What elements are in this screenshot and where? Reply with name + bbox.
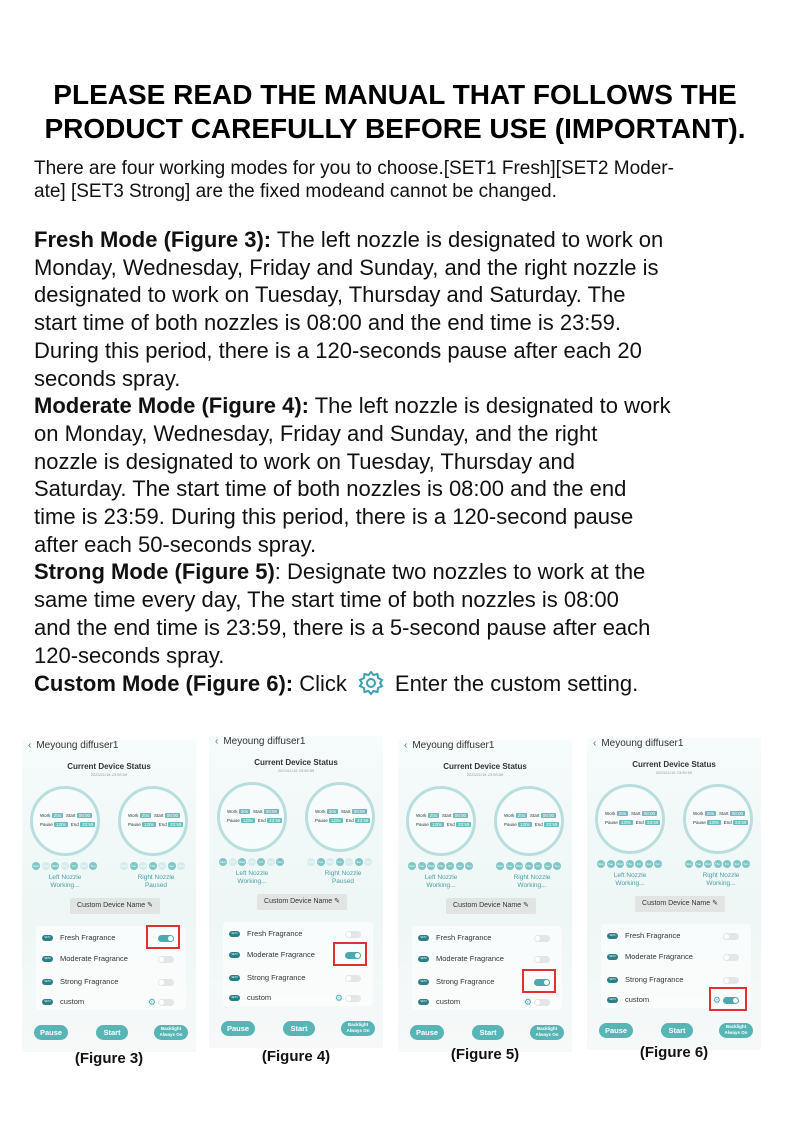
mode-row: [601, 990, 751, 1010]
day-chip[interactable]: Wed: [326, 860, 334, 864]
day-chip[interactable]: Mon: [409, 864, 415, 868]
set-badge: SET3: [418, 979, 429, 985]
back-chevron-icon[interactable]: ‹: [404, 740, 408, 751]
day-chip[interactable]: Sat: [734, 862, 739, 866]
custom-device-name-button[interactable]: Custom Device Name ✎: [70, 898, 160, 914]
highlight-box: [333, 942, 367, 966]
status-title: Current Device Status: [632, 760, 716, 769]
day-chip[interactable]: Mon: [121, 864, 127, 868]
day-chip[interactable]: Wed: [515, 864, 523, 868]
day-chip[interactable]: Tue: [695, 862, 702, 866]
day-chip[interactable]: Sat: [545, 864, 550, 868]
control-buttons: [22, 1025, 196, 1041]
set-badge: SET2: [42, 956, 53, 962]
mode-toggle[interactable]: [345, 931, 361, 938]
left-day-selector: [597, 860, 664, 868]
day-chip[interactable]: Wed: [427, 864, 435, 868]
right-nozzle-ring: Work 20s Start 08:00 Pause 120s End 23:59: [305, 782, 375, 852]
set-badge: SET1: [607, 933, 618, 939]
highlight-box: [146, 925, 180, 949]
day-chip[interactable]: Mon: [497, 864, 503, 868]
left-nozzle-ring: Work 20s Start 08:00 Pause 120s End 23:59: [406, 786, 476, 856]
left-nozzle-status: Left Nozzle Working...: [235, 870, 269, 885]
day-chip[interactable]: Wed: [139, 864, 147, 868]
day-chip[interactable]: Fri: [158, 862, 166, 870]
set-badge: SET4: [42, 999, 53, 1005]
set-badge: SET4: [418, 999, 429, 1005]
moderate-mode-line-5: time is 23:59. During this period, there is a 120-second pause: [34, 504, 634, 530]
fresh-mode-line-6: seconds spray.: [34, 365, 181, 391]
mode-toggle[interactable]: [723, 933, 739, 940]
day-chip[interactable]: Sun: [90, 864, 96, 868]
mode-label: Fresh Fragrance: [60, 933, 116, 942]
left-nozzle-status: Left Nozzle Working...: [613, 872, 647, 887]
strong-mode-line-2: same time every day, The start time of both nozzles is 08:00: [34, 587, 619, 613]
mode-toggle[interactable]: [345, 975, 361, 982]
left-nozzle-status: Left Nozzle Working...: [424, 874, 458, 889]
fresh-mode-title: Fresh Mode (Figure 3):: [34, 227, 272, 252]
day-chip[interactable]: Tue: [229, 860, 236, 864]
day-chip[interactable]: Wed: [704, 862, 712, 866]
custom-mode-title: Custom Mode (Figure 6):: [34, 671, 294, 697]
right-nozzle-status: Right Nozzle Paused: [324, 870, 362, 885]
mode-row: [223, 945, 373, 965]
edit-icon: ✎: [147, 902, 153, 909]
day-chip[interactable]: Wed: [616, 862, 624, 866]
heading-line-1: PLEASE READ THE MANUAL THAT FOLLOWS THE: [53, 79, 737, 110]
start-button[interactable]: Start: [283, 1021, 315, 1036]
settings-gear-icon[interactable]: ⚙: [147, 997, 156, 1007]
device-title: Meyoung diffuser1: [36, 740, 119, 751]
right-nozzle-ring: Work 20s Start 08:00 Pause 120s End 23:59: [118, 786, 188, 856]
right-day-selector: [120, 862, 187, 870]
mode-toggle[interactable]: [723, 954, 739, 961]
fresh-mode-line-3: designated to work on Tuesday, Thursday and Saturday. The: [34, 282, 626, 308]
app-header: [215, 736, 305, 747]
status-timestamp: 2023/11/15 23:59:59: [655, 770, 693, 775]
figure-caption: (Figure 4): [261, 1048, 331, 1065]
highlight-box: [709, 987, 747, 1011]
mode-toggle[interactable]: [534, 956, 550, 963]
right-day-selector: [496, 862, 563, 870]
back-chevron-icon[interactable]: ‹: [593, 738, 597, 749]
mode-label: custom: [625, 995, 650, 1004]
mode-row: [36, 928, 186, 948]
day-chip[interactable]: Mon: [220, 860, 226, 864]
day-chip[interactable]: Thu: [437, 864, 444, 868]
left-nozzle-ring: Work 20s Start 08:00 Pause 120s End 23:59: [217, 782, 287, 852]
app-header: [404, 740, 494, 751]
day-chip[interactable]: Sun: [365, 860, 371, 864]
mode-row: [223, 968, 373, 988]
day-chip[interactable]: Thu: [714, 862, 721, 866]
settings-gear-icon[interactable]: ⚙: [334, 993, 343, 1003]
mode-toggle[interactable]: [534, 935, 550, 942]
device-title: Meyoung diffuser1: [412, 740, 495, 751]
highlight-box: [522, 969, 556, 993]
day-chip[interactable]: Tue: [317, 860, 324, 864]
day-chip[interactable]: Mon: [598, 862, 604, 866]
pause-button[interactable]: Pause: [599, 1023, 633, 1038]
day-chip[interactable]: Thu: [626, 862, 633, 866]
mode-descriptions: [34, 226, 774, 698]
mode-toggle[interactable]: [723, 977, 739, 984]
app-screenshot-6: [587, 738, 761, 1050]
right-nozzle-ring: Work 20s Start 08:00 Pause 120s End 23:59: [683, 784, 753, 854]
fresh-mode-line-2: Monday, Wednesday, Friday and Sunday, and the right nozzle is: [34, 254, 659, 280]
backlight-button[interactable]: Backlight Always On: [154, 1025, 188, 1040]
app-screenshot-5: [398, 740, 572, 1052]
status-timestamp: 2023/11/15 23:59:59: [277, 768, 315, 773]
mode-toggle[interactable]: [158, 999, 174, 1006]
day-chip[interactable]: Thu: [61, 864, 68, 868]
moderate-mode-line-4: Saturday. The start time of both nozzles is 08:00 and the end: [34, 476, 627, 502]
start-button[interactable]: Start: [96, 1025, 128, 1040]
day-chip[interactable]: Fri: [345, 858, 353, 866]
day-chip[interactable]: Sun: [655, 862, 661, 866]
day-chip[interactable]: Tue: [607, 862, 614, 866]
settings-gear-icon[interactable]: ⚙: [523, 997, 532, 1007]
app-screenshot-4: [209, 736, 383, 1048]
mode-row: [601, 926, 751, 946]
day-chip[interactable]: Fri: [446, 862, 454, 870]
day-chip[interactable]: Fri: [257, 858, 265, 866]
moderate-mode-line-2: on Monday, Wednesday, Friday and Sunday, and the right: [34, 420, 598, 446]
right-day-selector: [685, 860, 752, 868]
mode-list: [223, 922, 373, 1006]
set-badge: SET3: [229, 975, 240, 981]
moderate-mode-line-3: nozzle is designated to work on Tuesday, Thursday and: [34, 448, 575, 474]
fresh-mode-line-4: start time of both nozzles is 08:00 and the end time is 23:59.: [34, 310, 622, 336]
day-chip[interactable]: Sun: [466, 864, 472, 868]
mode-row: [223, 988, 373, 1008]
day-chip[interactable]: Mon: [686, 862, 692, 866]
right-nozzle-status: Right Nozzle Working...: [513, 874, 551, 889]
day-chip[interactable]: Mon: [33, 864, 39, 868]
day-chip[interactable]: Wed: [238, 860, 246, 864]
edit-icon: ✎: [523, 902, 529, 909]
figure-caption: (Figure 5): [450, 1046, 520, 1063]
day-chip[interactable]: Thu: [336, 860, 343, 864]
set-badge: SET4: [607, 997, 618, 1003]
mode-toggle[interactable]: [345, 995, 361, 1002]
day-chip[interactable]: Tue: [418, 864, 425, 868]
mode-list: [412, 926, 562, 1010]
left-day-selector: [32, 862, 99, 870]
day-chip[interactable]: Wed: [51, 864, 59, 868]
figure-caption: (Figure 6): [639, 1044, 709, 1061]
day-chip[interactable]: Sat: [81, 864, 86, 868]
settings-gear-icon[interactable]: ⚙: [712, 995, 721, 1005]
day-chip[interactable]: Thu: [525, 864, 532, 868]
figure-caption: (Figure 3): [74, 1050, 144, 1067]
strong-mode-line-1: Strong Mode (Figure 5): Designate two nozzles to work at the: [34, 559, 646, 585]
app-header: [28, 740, 118, 751]
pause-button[interactable]: Pause: [221, 1021, 255, 1036]
backlight-button[interactable]: Backlight Always On: [341, 1021, 375, 1036]
status-title: Current Device Status: [443, 762, 527, 771]
right-nozzle-status: Right Nozzle Paused: [137, 874, 175, 889]
mode-label: Moderate Fragrance: [60, 954, 128, 963]
day-chip[interactable]: Sun: [277, 860, 283, 864]
moderate-mode-line-6: after each 50-seconds spray.: [34, 531, 317, 557]
mode-row: [36, 972, 186, 992]
edit-icon: ✎: [334, 898, 340, 905]
set-badge: SET3: [607, 977, 618, 983]
left-day-selector: [408, 862, 475, 870]
right-nozzle-status: Right Nozzle Working...: [702, 872, 740, 887]
gear-icon: [357, 669, 385, 697]
control-buttons: [587, 1023, 761, 1039]
pause-button[interactable]: Pause: [410, 1025, 444, 1040]
mode-toggle[interactable]: [158, 979, 174, 986]
mode-label: Moderate Fragrance: [625, 952, 693, 961]
start-button[interactable]: Start: [661, 1023, 693, 1038]
status-timestamp: 2023/11/15 23:59:59: [466, 772, 504, 777]
moderate-mode-title: Moderate Mode (Figure 4):: [34, 393, 310, 419]
edit-icon: ✎: [712, 900, 718, 907]
mode-row: [412, 928, 562, 948]
intro-line-1: There are four working modes for you to choose.[SET1 Fresh][SET2 Moder-: [34, 158, 674, 179]
mode-row: [412, 949, 562, 969]
control-buttons: [398, 1025, 572, 1041]
pause-button[interactable]: Pause: [34, 1025, 68, 1040]
mode-row: [36, 949, 186, 969]
fresh-mode-line-1: Fresh Mode (Figure 3): The left nozzle is designated to work on: [34, 227, 664, 252]
intro-text: [34, 157, 674, 203]
day-chip[interactable]: Sun: [178, 864, 184, 868]
strong-mode-line-4: 120-seconds spray.: [34, 642, 225, 668]
mode-label: Strong Fragrance: [436, 977, 495, 986]
mode-toggle[interactable]: [534, 999, 550, 1006]
mode-label: Fresh Fragrance: [247, 929, 303, 938]
left-nozzle-ring: Work 20s Start 08:00 Pause 120s End 23:59: [30, 786, 100, 856]
back-chevron-icon[interactable]: ‹: [215, 736, 219, 747]
mode-label: Strong Fragrance: [625, 975, 684, 984]
status-title: Current Device Status: [67, 762, 151, 771]
day-chip[interactable]: Sat: [268, 860, 273, 864]
mode-toggle[interactable]: [158, 956, 174, 963]
intro-line-2: ate] [SET3 Strong] are the fixed modeand cannot be changed.: [34, 181, 557, 202]
custom-mode-line: Custom Mode (Figure 6): Click Enter the custom setting.: [34, 671, 639, 697]
start-button[interactable]: Start: [472, 1025, 504, 1040]
right-day-selector: [307, 858, 374, 866]
set-badge: SET1: [418, 935, 429, 941]
day-chip[interactable]: Mon: [308, 860, 314, 864]
mode-row: [412, 992, 562, 1012]
status-title: Current Device Status: [254, 758, 338, 767]
set-badge: SET4: [229, 995, 240, 1001]
mode-list: [36, 926, 186, 1010]
manual-heading: [20, 78, 770, 146]
back-chevron-icon[interactable]: ‹: [28, 740, 32, 751]
day-chip[interactable]: Sun: [743, 862, 749, 866]
left-nozzle-status: Left Nozzle Working...: [48, 874, 82, 889]
control-buttons: [209, 1021, 383, 1037]
device-title: Meyoung diffuser1: [601, 738, 684, 749]
right-nozzle-ring: Work 20s Start 08:00 Pause 120s End 23:59: [494, 786, 564, 856]
mode-label: Strong Fragrance: [60, 977, 119, 986]
set-badge: SET2: [229, 952, 240, 958]
app-screenshot-3: [22, 740, 196, 1052]
day-chip[interactable]: Tue: [130, 864, 137, 868]
mode-label: Moderate Fragrance: [247, 950, 315, 959]
set-badge: SET2: [607, 954, 618, 960]
set-badge: SET1: [229, 931, 240, 937]
fresh-mode-line-5: During this period, there is a 120-seconds pause after each 20: [34, 337, 642, 363]
mode-row: [36, 992, 186, 1012]
day-chip[interactable]: Sun: [554, 864, 560, 868]
mode-label: Strong Fragrance: [247, 973, 306, 982]
heading-line-2: PRODUCT CAREFULLY BEFORE USE (IMPORTANT).: [44, 113, 746, 144]
day-chip[interactable]: Thu: [149, 864, 156, 868]
set-badge: SET2: [418, 956, 429, 962]
day-chip[interactable]: Sat: [169, 864, 174, 868]
strong-mode-line-3: and the end time is 23:59, there is a 5-second pause after each: [34, 614, 651, 640]
mode-row: [412, 972, 562, 992]
day-chip[interactable]: Fri: [534, 862, 542, 870]
custom-device-name-button[interactable]: Custom Device Name ✎: [446, 898, 536, 914]
moderate-mode-line-1: Moderate Mode (Figure 4): The left nozzle is designated to work: [34, 393, 671, 419]
app-header: [593, 738, 683, 749]
mode-label: Moderate Fragrance: [436, 954, 504, 963]
backlight-button[interactable]: Backlight Always On: [719, 1023, 753, 1038]
day-chip[interactable]: Tue: [506, 864, 513, 868]
mode-label: custom: [436, 997, 461, 1006]
set-badge: SET1: [42, 935, 53, 941]
strong-mode-title: Strong Mode (Figure 5): [34, 559, 275, 585]
day-chip[interactable]: Fri: [70, 862, 78, 870]
mode-list: [601, 924, 751, 1008]
mode-row: [223, 924, 373, 944]
mode-label: Fresh Fragrance: [436, 933, 492, 942]
day-chip[interactable]: Sat: [457, 864, 462, 868]
left-nozzle-ring: Work 20s Start 08:00 Pause 120s End 23:59: [595, 784, 665, 854]
day-chip[interactable]: Tue: [42, 864, 49, 868]
day-chip[interactable]: Sat: [356, 860, 361, 864]
backlight-button[interactable]: Backlight Always On: [530, 1025, 564, 1040]
mode-label: Fresh Fragrance: [625, 931, 681, 940]
left-day-selector: [219, 858, 286, 866]
day-chip[interactable]: Fri: [635, 860, 643, 868]
mode-row: [601, 947, 751, 967]
mode-label: custom: [60, 997, 85, 1006]
mode-label: custom: [247, 993, 272, 1002]
status-timestamp: 2023/11/15 23:59:59: [90, 772, 128, 777]
set-badge: SET3: [42, 979, 53, 985]
day-chip[interactable]: Sat: [646, 862, 651, 866]
day-chip[interactable]: Thu: [248, 860, 255, 864]
day-chip[interactable]: Fri: [723, 860, 731, 868]
device-title: Meyoung diffuser1: [223, 736, 306, 747]
custom-device-name-button[interactable]: Custom Device Name ✎: [635, 896, 725, 912]
custom-device-name-button[interactable]: Custom Device Name ✎: [257, 894, 347, 910]
